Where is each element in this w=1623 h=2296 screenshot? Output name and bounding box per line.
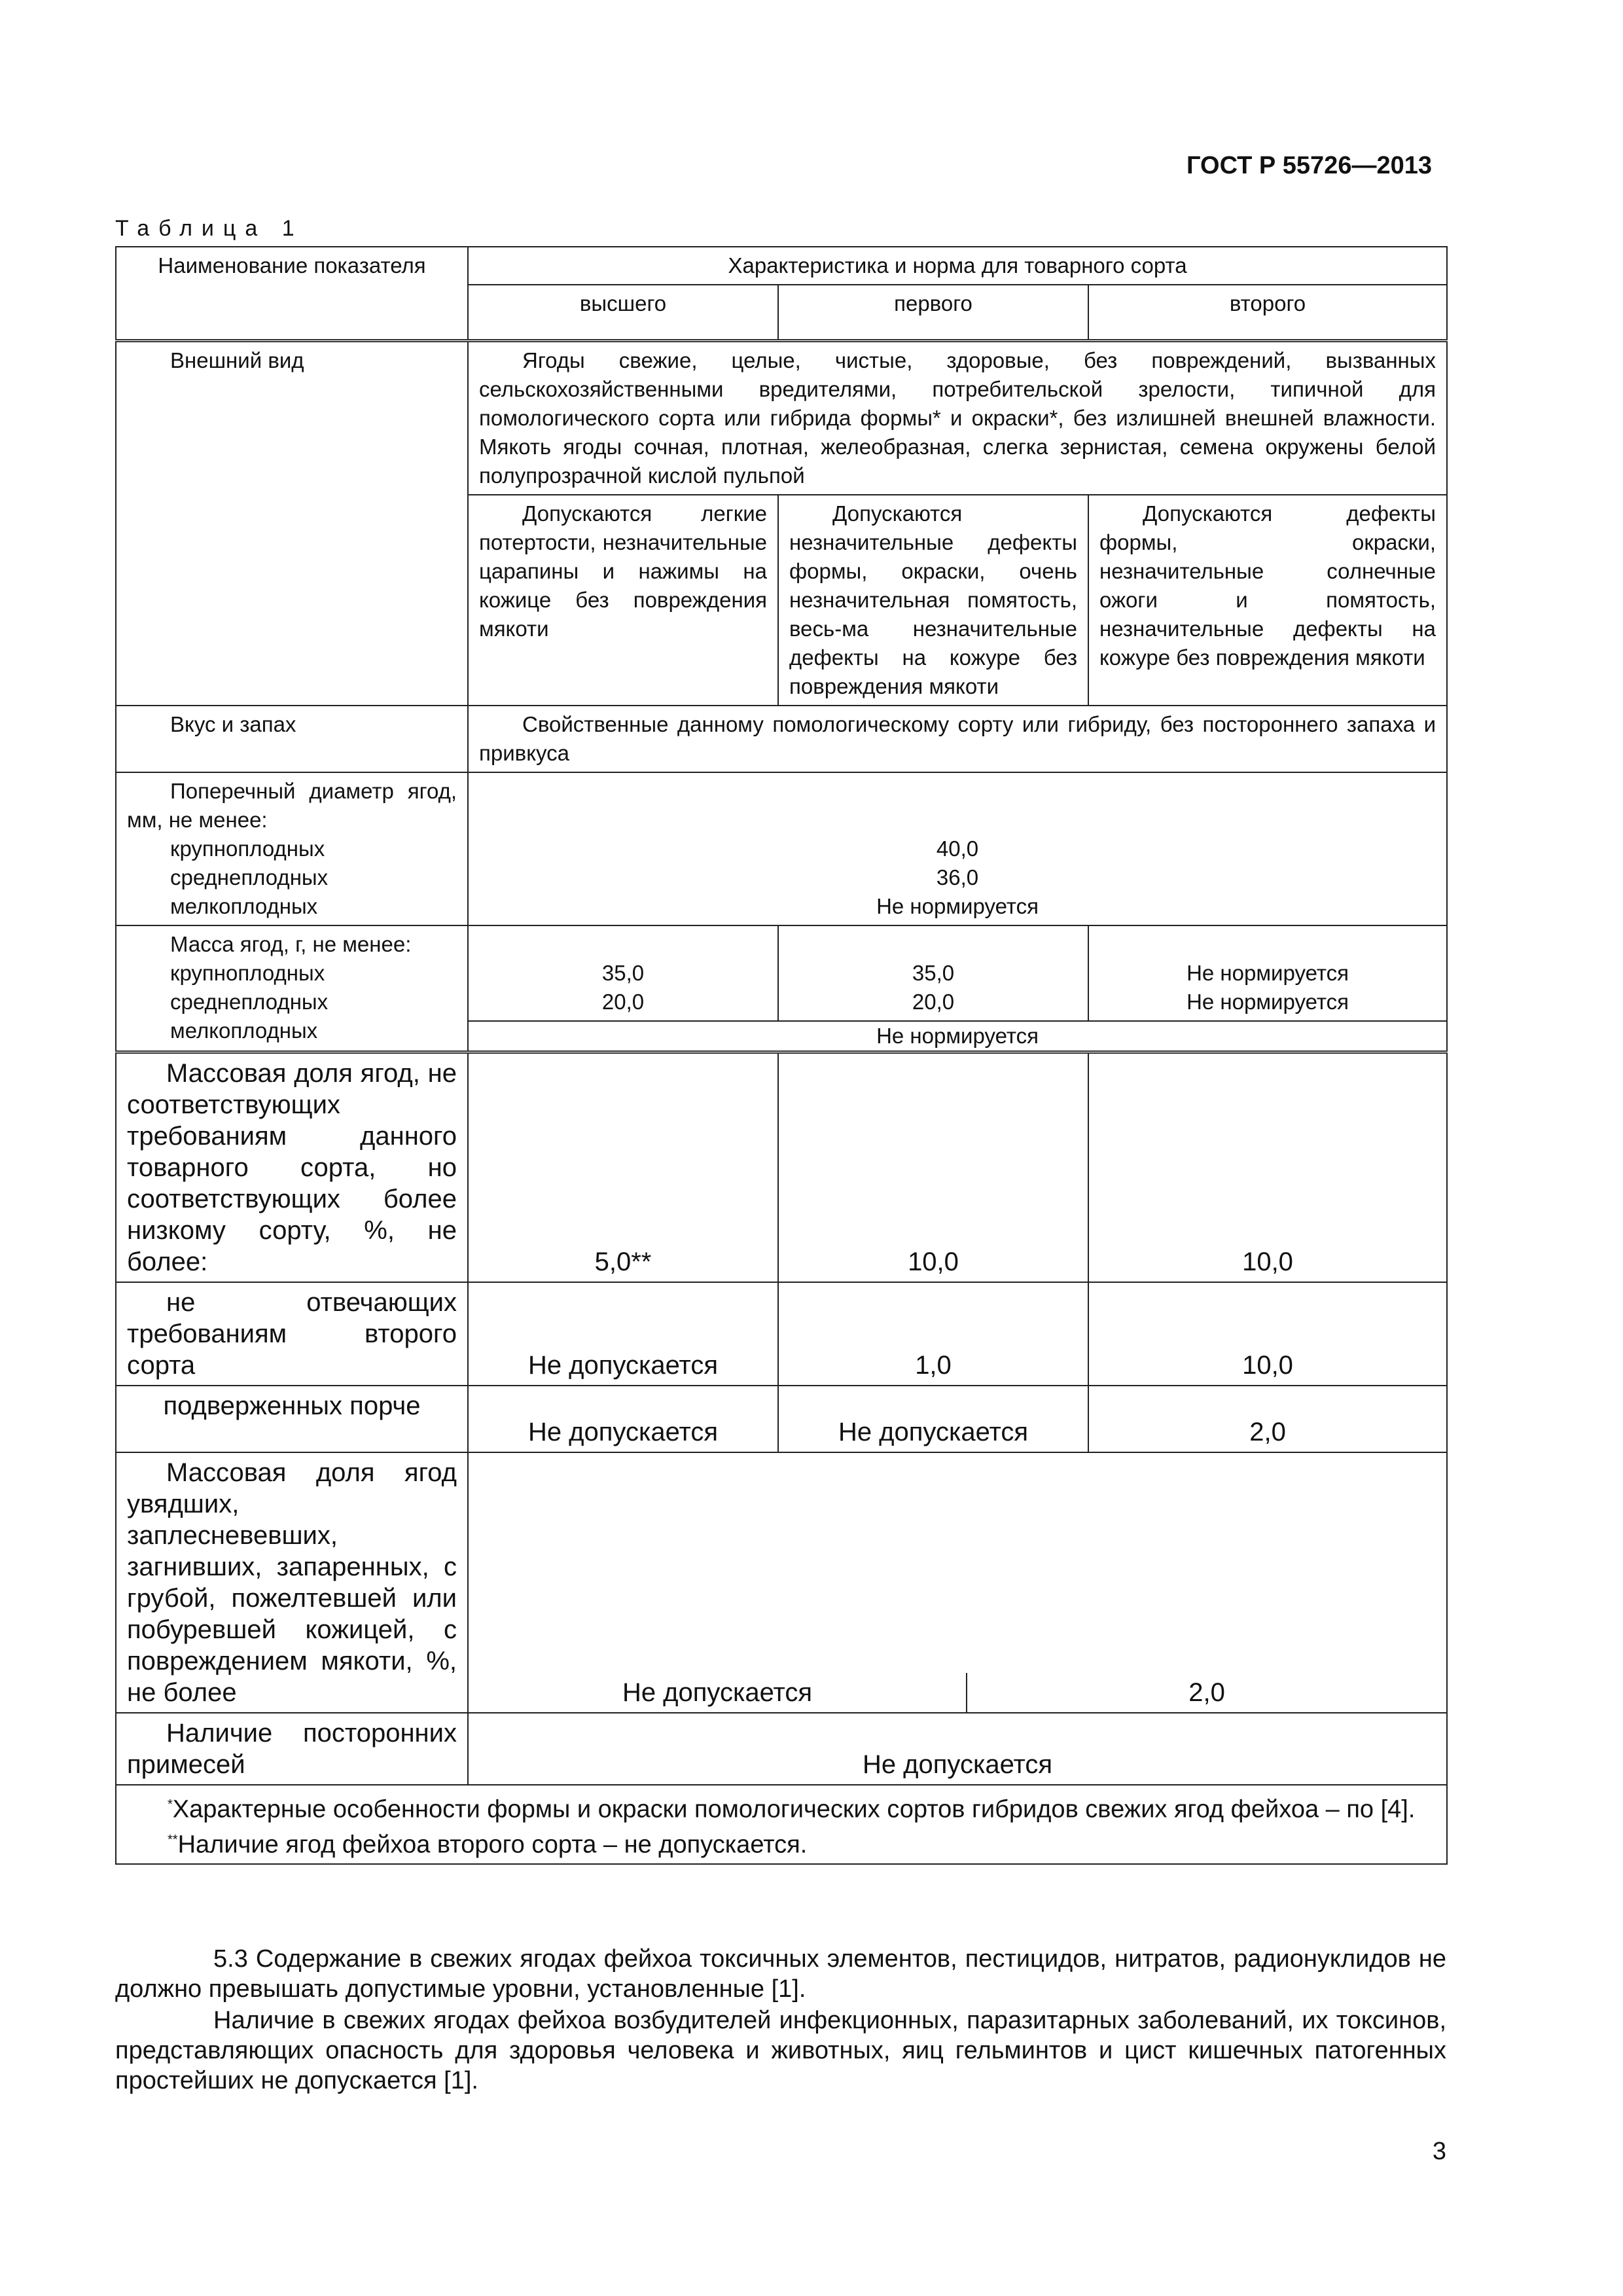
row-notes <box>116 1785 1447 1864</box>
row-mass <box>116 925 1447 1021</box>
row-spoiled <box>116 1386 1447 1452</box>
row-mass-share <box>116 1052 1447 1283</box>
header-indicator: Наименование показателя <box>116 247 468 341</box>
requirements-table <box>115 246 1448 1865</box>
diameter-value-large: 40,0 <box>936 836 979 861</box>
appearance-first: Допускаются незначительные дефекты формы, окраски, очень незначительная помятость, весь-ма незначительные дефекты на кожуре без повреждения мякоти <box>778 495 1088 706</box>
mass-sub-2: среднеплодных <box>170 990 329 1014</box>
appearance-label: Внешний вид <box>116 341 468 706</box>
mass-premium-large: 35,0 <box>601 961 645 985</box>
wilted-values-cell <box>468 1452 1447 1713</box>
mass-first-large: 35,0 <box>912 961 955 985</box>
not-second-premium: Не допускается <box>468 1282 778 1386</box>
note-2-text: Наличие ягод фейхоа второго сорта – не допускается. <box>177 1831 808 1859</box>
wilted-value-premium-first: Не допускается <box>469 1673 967 1712</box>
mass-label: Масса ягод, г, не менее: <box>170 932 412 956</box>
document-code: ГОСТ Р 55726—2013 <box>1186 152 1432 179</box>
impurities-label: Наличие посторонних примесей <box>116 1713 468 1785</box>
spoiled-label: подверженных порче <box>116 1386 468 1452</box>
taste-value: Свойственные данному помологическому сорту или гибриду, без постороннего запаха и привкуса <box>468 706 1447 772</box>
not-second-label: не отвечающих требованиям второго сорта <box>116 1282 468 1386</box>
mass-premium-medium: 20,0 <box>601 990 645 1014</box>
mass-premium <box>468 925 778 1021</box>
row-impurities <box>116 1713 1447 1785</box>
note-2-mark: ** <box>168 1832 178 1847</box>
mass-share-premium: 5,0** <box>468 1052 778 1283</box>
mass-share-second: 10,0 <box>1088 1052 1447 1283</box>
mass-share-label: Массовая доля ягод, не соответствующих требованиям данного товарного сорта, но соответствующих более низкому сорту, %, не более: <box>116 1052 468 1283</box>
not-second-first: 1,0 <box>778 1282 1088 1386</box>
note-1-mark: * <box>168 1797 173 1812</box>
mass-second-medium: Не нормируется <box>1186 990 1349 1014</box>
paragraph-pathogens: Наличие в свежих ягодах фейхоа возбудителей инфекционных, паразитарных заболеваний, их токсинов, представляющих опасность для здоровья человека и животных, яиц гельминтов и цист кишечных патогенных простейших не допускается [1]. <box>115 2007 1446 2094</box>
mass-small-value: Не нормируется <box>468 1021 1447 1052</box>
mass-sub-3: мелкоплодных <box>170 1018 318 1043</box>
diameter-sub-2: среднеплодных <box>170 865 329 889</box>
row-diameter <box>116 772 1447 925</box>
appearance-second: Допускаются дефекты формы, окраски, незначительные солнечные ожоги и помятость, незначительные дефекты на кожуре без повреждения мякоти <box>1088 495 1447 706</box>
mass-second <box>1088 925 1447 1021</box>
table-header-row <box>116 247 1447 285</box>
mass-share-first: 10,0 <box>778 1052 1088 1283</box>
not-second-second: 10,0 <box>1088 1282 1447 1386</box>
diameter-sub-3: мелкоплодных <box>170 894 318 918</box>
spoiled-premium: Не допускается <box>468 1386 778 1452</box>
diameter-label-cell <box>116 772 468 925</box>
diameter-sub-1: крупноплодных <box>170 836 325 861</box>
spoiled-second: 2,0 <box>1088 1386 1447 1452</box>
header-grade-second: второго <box>1088 285 1447 341</box>
diameter-value-medium: 36,0 <box>936 865 979 889</box>
note-1 <box>131 1789 1436 1825</box>
row-not-second <box>116 1282 1447 1386</box>
row-taste <box>116 706 1447 772</box>
header-grade-premium: высшего <box>468 285 778 341</box>
note-1-text: Характерные особенности формы и окраски помологических сортов гибридов свежих ягод фейхоа – по [4]. <box>172 1795 1416 1823</box>
mass-first <box>778 925 1088 1021</box>
appearance-common: Ягоды свежие, целые, чистые, здоровые, без повреждений, вызванных сельскохозяйственными вредителями, потребительской зрелости, типичной для помологического сорта или гибрида формы* и окраски*, без излишней внешней влажности. Мякоть ягоды сочная, плотная, желеобразная, слегка зернистая, семена окружены белой полупрозрачной кислой пульпой <box>468 341 1447 495</box>
diameter-values <box>468 772 1447 925</box>
row-wilted <box>116 1452 1447 1713</box>
mass-sub-1: крупноплодных <box>170 961 325 985</box>
table-caption: Таблица 1 <box>115 216 304 241</box>
impurities-value: Не допускается <box>468 1713 1447 1785</box>
wilted-label: Массовая доля ягод увядших, заплесневевших, загнивших, запаренных, с грубой, пожелтевшей или побуревшей кожицей, с повреждением мякоти, %, не более <box>116 1452 468 1713</box>
spoiled-first: Не допускается <box>778 1386 1088 1452</box>
mass-first-medium: 20,0 <box>912 990 955 1014</box>
paragraph-5-3: 5.3 Содержание в свежих ягодах фейхоа токсичных элементов, пестицидов, нитратов, радионуклидов не должно превышать допустимые уровни, установленные [1]. <box>115 1945 1446 2003</box>
diameter-value-small: Не нормируется <box>876 894 1039 918</box>
header-grade-first: первого <box>778 285 1088 341</box>
taste-label: Вкус и запах <box>116 706 468 772</box>
header-grade-group: Характеристика и норма для товарного сорта <box>468 247 1447 285</box>
appearance-premium: Допускаются легкие потертости, незначительные царапины и нажимы на кожице без повреждения мякоти <box>468 495 778 706</box>
page-number: 3 <box>1432 2138 1446 2165</box>
row-appearance <box>116 341 1447 495</box>
table-notes <box>116 1785 1447 1864</box>
mass-label-cell <box>116 925 468 1052</box>
mass-second-large: Не нормируется <box>1186 961 1349 985</box>
wilted-value-second: 2,0 <box>1188 1678 1225 1707</box>
note-2 <box>131 1825 1436 1860</box>
diameter-label: Поперечный диаметр ягод, мм, не менее: <box>127 779 457 832</box>
